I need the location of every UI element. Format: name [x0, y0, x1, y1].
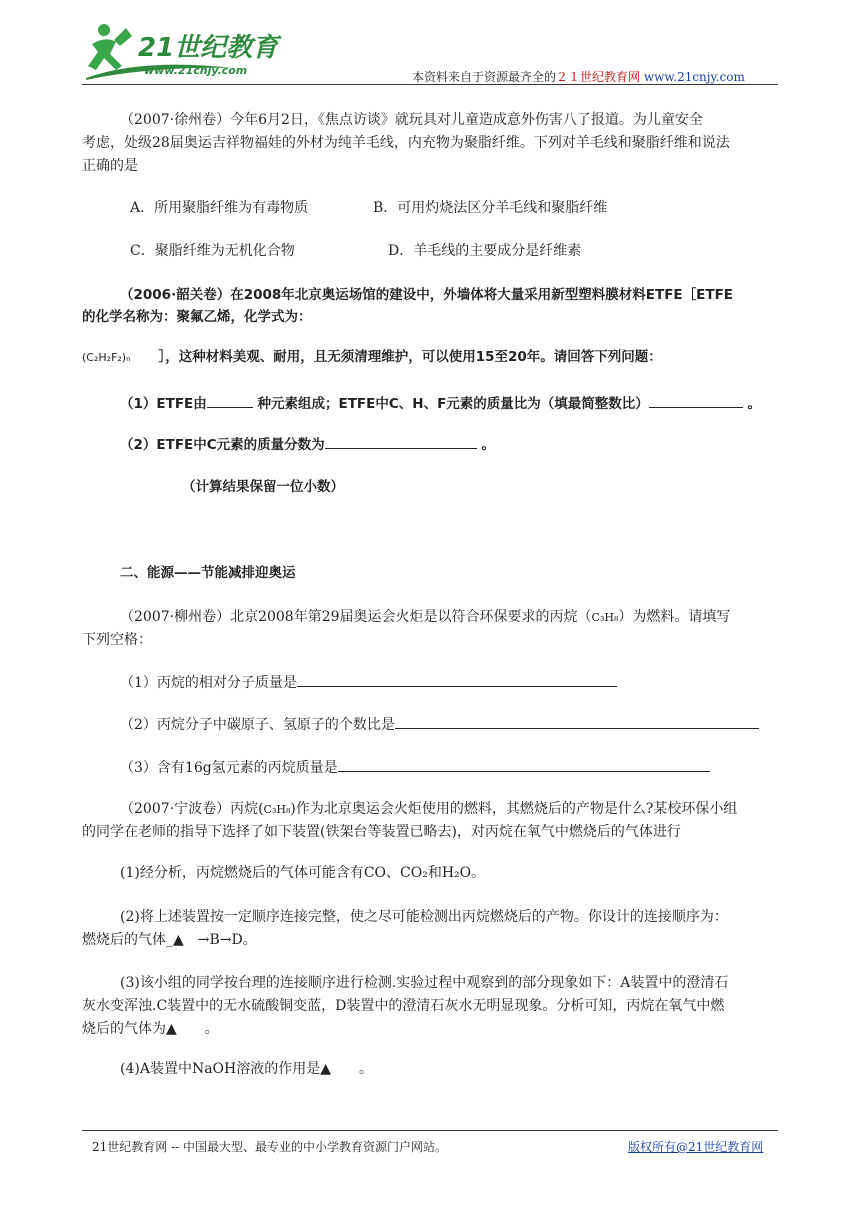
q2-line2: 的化学名称为：聚氟乙烯，化学式为：: [82, 309, 312, 325]
q2-part1-lead: （1）ETFE由: [120, 396, 207, 412]
q1-line3: 正确的是: [82, 158, 138, 174]
q4-line1-b: )作为北京奥运会火炬使用的燃料，其燃烧后的产物是什么?某校环保小组: [290, 801, 738, 817]
q1-option-d: D．羊毛线的主要成分是纤维素: [388, 243, 582, 259]
logo-url: www.21cnjy.com: [144, 64, 248, 77]
q2-line1: （2006·韶关卷）在2008年北京奥运场馆的建设中，外墙体将大量采用新型塑料膜材料ETFE［ETFE: [120, 287, 734, 303]
header-note: [412, 68, 745, 85]
q4-line1-a: （2007·宁波卷）丙烷(: [120, 801, 264, 817]
header-note-prefix: 本资料来自于资源最齐全的: [412, 70, 557, 84]
site-logo: [82, 18, 282, 82]
q1-line1: （2007·徐州卷）今年6月2日，《焦点访谈》就玩具对儿童造成意外伤害八了报道。为儿童安全: [120, 112, 703, 128]
q2-part2-lead: （2）ETFE中C元素的质量分数为: [120, 437, 325, 453]
q2-line3-text: ］，这种材料美观、耐用，且无须清理维护，可以使用15至20年。请回答下列问题：: [158, 349, 662, 365]
footer-left: 21世纪教育网 -- 中国最大型、最专业的中小学教育资源门户网站。: [92, 1140, 448, 1154]
q2-formula: (C₂H₂F₂)ₙ: [82, 351, 131, 364]
q2-part1-end: 。: [747, 396, 761, 412]
footer-rule: [82, 1130, 778, 1131]
q2-blank-mass-ratio[interactable]: [649, 391, 743, 408]
q4-part3-line3: 烧后的气体为▲ 。: [82, 1021, 219, 1037]
q1-option-b: B．可用灼烧法区分羊毛线和聚脂纤维: [373, 200, 608, 216]
q1-line2: 考虑，处级28届奥运吉祥物福娃的外材为纯羊毛线，内充物为聚脂纤维。下列对羊毛线和聚脂纤维和说法: [82, 135, 730, 151]
q4-part3-line1: (3)该小组的同学按台理的连接顺序进行检测.实验过程中观察到的部分现象如下：A装置中的澄清石: [120, 975, 729, 991]
q4-formula: C₃H₈: [263, 803, 291, 816]
q2-blank-mass-fraction[interactable]: [325, 432, 477, 449]
q2-note: （计算结果保留一位小数）: [182, 479, 344, 495]
footer-copyright-link[interactable]: 版权所有@21世纪教育网: [628, 1140, 764, 1154]
q3-blank-atom-ratio[interactable]: [395, 712, 759, 729]
q4-line2: 的同学在老师的指导下选择了如下装置(铁架台等装置已略去)，对丙烷在氧气中燃烧后的气体进行: [82, 824, 681, 840]
header-rule: [82, 84, 778, 85]
q2-part1: [120, 391, 761, 415]
q3-line1-a: （2007·柳州卷）北京2008年第29届奥运会火炬是以符合环保要求的丙烷（: [120, 609, 592, 625]
q2-part2-end: 。: [481, 437, 495, 453]
q3-blank-propane-mass[interactable]: [338, 755, 710, 772]
q3-part1: [120, 670, 617, 694]
q2-part1-mid: 种元素组成；ETFE中C、H、F元素的质量比为（填最简整数比）: [257, 396, 649, 412]
q4-part1: (1)经分析，丙烷燃烧后的气体可能含有CO、CO₂和H₂O。: [120, 865, 486, 881]
q3-part2: [120, 712, 759, 736]
q3-part1-text: （1）丙烷的相对分子质量是: [120, 675, 297, 691]
q3-line1-b: ）为燃料。请填写: [618, 609, 731, 625]
q3-blank-molar-mass[interactable]: [297, 670, 617, 687]
q4-part3-line2: 灰水变浑浊.C装置中的无水硫酸铜变蓝，D装置中的澄清石灰水无明显现象。分析可知，丙烷在氧气中燃: [82, 998, 725, 1014]
q4-part2-line1: (2)将上述装置按一定顺序连接完整，使之尽可能检测出丙烷燃烧后的产物。你设计的连接顺序为：: [120, 909, 728, 925]
q3-line2: 下列空格：: [82, 632, 152, 648]
q3-part2-text: （2）丙烷分子中碳原子、氢原子的个数比是: [120, 717, 395, 733]
q3-formula: C₃H₈: [591, 611, 619, 624]
header-note-site: ２１世纪教育网: [556, 70, 641, 84]
q3-part3: [120, 755, 710, 779]
q2-line3: [82, 346, 662, 369]
q4-part2-line2: 燃烧后的气体_▲ →B→D。: [82, 932, 257, 948]
q1-option-c: C．聚脂纤维为无机化合物: [130, 243, 295, 259]
section2-title: 二、能源——节能减排迎奥运: [120, 565, 296, 581]
q3-part3-text: （3）含有16g氢元素的丙烷质量是: [120, 760, 338, 776]
q2-blank-elements[interactable]: [207, 391, 253, 408]
q3-line1: [120, 606, 730, 629]
q2-part2: [120, 432, 495, 456]
logo-text: 21世纪教育: [138, 33, 279, 63]
header-link[interactable]: www.21cnjy.com: [643, 70, 745, 84]
q4-line1: [120, 798, 737, 821]
q1-option-a: A．所用聚脂纤维为有毒物质: [130, 200, 309, 216]
q4-part4: (4)A装置中NaOH溶液的作用是▲ 。: [120, 1061, 373, 1077]
